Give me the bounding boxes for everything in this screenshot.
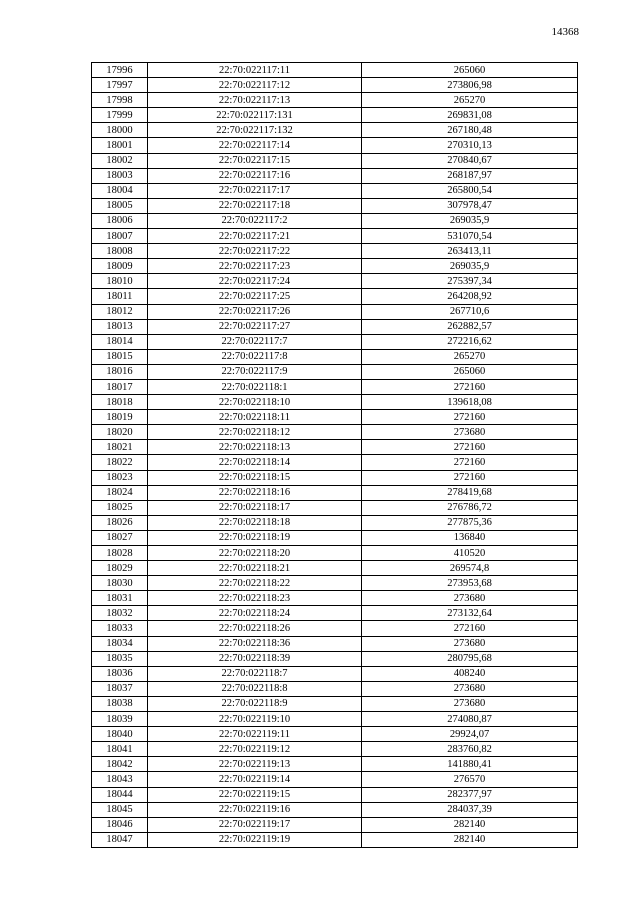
- table-row: [92, 410, 578, 425]
- value-cell: 410520: [362, 546, 578, 561]
- value-cell: 282140: [362, 832, 578, 847]
- table-row: [92, 742, 578, 757]
- row-number-cell: 18015: [92, 349, 148, 364]
- table-row: [92, 576, 578, 591]
- table-row: [92, 289, 578, 304]
- table-row: [92, 63, 578, 78]
- cadastral-number-cell: 22:70:022117:27: [148, 319, 362, 334]
- table-row: [92, 832, 578, 847]
- table-row: [92, 425, 578, 440]
- row-number-cell: 18004: [92, 183, 148, 198]
- row-number-cell: 18046: [92, 817, 148, 832]
- table-row: [92, 379, 578, 394]
- value-cell: 269035,9: [362, 259, 578, 274]
- value-cell: 265060: [362, 63, 578, 78]
- row-number-cell: 18013: [92, 319, 148, 334]
- cadastral-number-cell: 22:70:022118:39: [148, 651, 362, 666]
- cadastral-number-cell: 22:70:022117:7: [148, 334, 362, 349]
- table-row: [92, 78, 578, 93]
- value-cell: 139618,08: [362, 395, 578, 410]
- value-cell: 273680: [362, 425, 578, 440]
- row-number-cell: 18037: [92, 681, 148, 696]
- table-row: [92, 470, 578, 485]
- row-number-cell: 18036: [92, 666, 148, 681]
- value-cell: 284037,39: [362, 802, 578, 817]
- cadastral-number-cell: 22:70:022117:2: [148, 213, 362, 228]
- table-row: [92, 485, 578, 500]
- row-number-cell: 18021: [92, 440, 148, 455]
- cadastral-number-cell: 22:70:022118:8: [148, 681, 362, 696]
- value-cell: 273806,98: [362, 78, 578, 93]
- cadastral-number-cell: 22:70:022118:1: [148, 379, 362, 394]
- cadastral-number-cell: 22:70:022117:131: [148, 108, 362, 123]
- cadastral-number-cell: 22:70:022119:14: [148, 772, 362, 787]
- table-row: [92, 334, 578, 349]
- row-number-cell: 18017: [92, 379, 148, 394]
- table-row: [92, 455, 578, 470]
- table-row: [92, 274, 578, 289]
- row-number-cell: 18018: [92, 395, 148, 410]
- table-row: [92, 591, 578, 606]
- row-number-cell: 18029: [92, 561, 148, 576]
- cadastral-value-table: [91, 62, 578, 848]
- row-number-cell: 18022: [92, 455, 148, 470]
- cadastral-number-cell: 22:70:022118:11: [148, 410, 362, 425]
- cadastral-number-cell: 22:70:022118:15: [148, 470, 362, 485]
- row-number-cell: 18019: [92, 410, 148, 425]
- row-number-cell: 18009: [92, 259, 148, 274]
- row-number-cell: 18035: [92, 651, 148, 666]
- cadastral-number-cell: 22:70:022118:16: [148, 485, 362, 500]
- cadastral-number-cell: 22:70:022118:36: [148, 636, 362, 651]
- table-row: [92, 183, 578, 198]
- table-row: [92, 500, 578, 515]
- row-number-cell: 18002: [92, 153, 148, 168]
- cadastral-number-cell: 22:70:022117:15: [148, 153, 362, 168]
- row-number-cell: 18044: [92, 787, 148, 802]
- cadastral-number-cell: 22:70:022118:26: [148, 621, 362, 636]
- cadastral-number-cell: 22:70:022117:23: [148, 259, 362, 274]
- row-number-cell: 18025: [92, 500, 148, 515]
- cadastral-number-cell: 22:70:022119:15: [148, 787, 362, 802]
- table-row: [92, 259, 578, 274]
- row-number-cell: 18030: [92, 576, 148, 591]
- value-cell: 267180,48: [362, 123, 578, 138]
- table-row: [92, 153, 578, 168]
- table-row: [92, 349, 578, 364]
- cadastral-number-cell: 22:70:022117:16: [148, 168, 362, 183]
- cadastral-number-cell: 22:70:022119:13: [148, 757, 362, 772]
- cadastral-number-cell: 22:70:022117:24: [148, 274, 362, 289]
- value-cell: 274080,87: [362, 712, 578, 727]
- row-number-cell: 18020: [92, 425, 148, 440]
- table-row: [92, 727, 578, 742]
- row-number-cell: 18042: [92, 757, 148, 772]
- row-number-cell: 18005: [92, 198, 148, 213]
- row-number-cell: 18012: [92, 304, 148, 319]
- table-body: [92, 63, 578, 848]
- value-cell: 273680: [362, 696, 578, 711]
- cadastral-number-cell: 22:70:022117:26: [148, 304, 362, 319]
- cadastral-number-cell: 22:70:022119:12: [148, 742, 362, 757]
- table-row: [92, 681, 578, 696]
- table-row: [92, 123, 578, 138]
- row-number-cell: 17997: [92, 78, 148, 93]
- table-row: [92, 546, 578, 561]
- table-row: [92, 666, 578, 681]
- cadastral-number-cell: 22:70:022118:12: [148, 425, 362, 440]
- cadastral-number-cell: 22:70:022119:11: [148, 727, 362, 742]
- value-cell: 136840: [362, 530, 578, 545]
- value-cell: 265060: [362, 364, 578, 379]
- cadastral-number-cell: 22:70:022118:14: [148, 455, 362, 470]
- value-cell: 273680: [362, 591, 578, 606]
- cadastral-number-cell: 22:70:022117:21: [148, 229, 362, 244]
- value-cell: 273953,68: [362, 576, 578, 591]
- cadastral-number-cell: 22:70:022118:22: [148, 576, 362, 591]
- row-number-cell: 18006: [92, 213, 148, 228]
- cadastral-number-cell: 22:70:022117:9: [148, 364, 362, 379]
- cadastral-number-cell: 22:70:022117:14: [148, 138, 362, 153]
- value-cell: 307978,47: [362, 198, 578, 213]
- table-row: [92, 244, 578, 259]
- table-row: [92, 530, 578, 545]
- cadastral-number-cell: 22:70:022118:17: [148, 500, 362, 515]
- table-row: [92, 606, 578, 621]
- cadastral-number-cell: 22:70:022118:21: [148, 561, 362, 576]
- row-number-cell: 18008: [92, 244, 148, 259]
- table-row: [92, 772, 578, 787]
- cadastral-number-cell: 22:70:022117:17: [148, 183, 362, 198]
- table-row: [92, 319, 578, 334]
- row-number-cell: 18028: [92, 546, 148, 561]
- table-row: [92, 108, 578, 123]
- page-number: 14368: [551, 26, 579, 38]
- value-cell: 265270: [362, 349, 578, 364]
- value-cell: 263413,11: [362, 244, 578, 259]
- row-number-cell: 18024: [92, 485, 148, 500]
- row-number-cell: 18040: [92, 727, 148, 742]
- value-cell: 269035,9: [362, 213, 578, 228]
- row-number-cell: 18032: [92, 606, 148, 621]
- value-cell: 272160: [362, 379, 578, 394]
- table-row: [92, 787, 578, 802]
- value-cell: 272160: [362, 455, 578, 470]
- table-row: [92, 636, 578, 651]
- row-number-cell: 18047: [92, 832, 148, 847]
- cadastral-number-cell: 22:70:022117:18: [148, 198, 362, 213]
- cadastral-number-cell: 22:70:022117:11: [148, 63, 362, 78]
- row-number-cell: 18041: [92, 742, 148, 757]
- value-cell: 270840,67: [362, 153, 578, 168]
- value-cell: 264208,92: [362, 289, 578, 304]
- cadastral-number-cell: 22:70:022117:22: [148, 244, 362, 259]
- value-cell: 272160: [362, 621, 578, 636]
- row-number-cell: 17998: [92, 93, 148, 108]
- cadastral-number-cell: 22:70:022119:10: [148, 712, 362, 727]
- table-row: [92, 651, 578, 666]
- row-number-cell: 18007: [92, 229, 148, 244]
- row-number-cell: 18045: [92, 802, 148, 817]
- cadastral-number-cell: 22:70:022117:8: [148, 349, 362, 364]
- table-row: [92, 757, 578, 772]
- value-cell: 265800,54: [362, 183, 578, 198]
- cadastral-number-cell: 22:70:022117:132: [148, 123, 362, 138]
- value-cell: 262882,57: [362, 319, 578, 334]
- cadastral-number-cell: 22:70:022117:13: [148, 93, 362, 108]
- value-cell: 273680: [362, 636, 578, 651]
- table-row: [92, 395, 578, 410]
- value-cell: 29924,07: [362, 727, 578, 742]
- row-number-cell: 17999: [92, 108, 148, 123]
- table-row: [92, 440, 578, 455]
- cadastral-number-cell: 22:70:022117:25: [148, 289, 362, 304]
- cadastral-number-cell: 22:70:022119:17: [148, 817, 362, 832]
- value-cell: 265270: [362, 93, 578, 108]
- row-number-cell: 18011: [92, 289, 148, 304]
- value-cell: 283760,82: [362, 742, 578, 757]
- value-cell: 141880,41: [362, 757, 578, 772]
- table-row: [92, 138, 578, 153]
- value-cell: 276786,72: [362, 500, 578, 515]
- cadastral-number-cell: 22:70:022118:19: [148, 530, 362, 545]
- table-row: [92, 712, 578, 727]
- value-cell: 408240: [362, 666, 578, 681]
- row-number-cell: 18031: [92, 591, 148, 606]
- value-cell: 268187,97: [362, 168, 578, 183]
- table-row: [92, 304, 578, 319]
- row-number-cell: 18016: [92, 364, 148, 379]
- value-cell: 273680: [362, 681, 578, 696]
- row-number-cell: 18023: [92, 470, 148, 485]
- row-number-cell: 18039: [92, 712, 148, 727]
- row-number-cell: 18034: [92, 636, 148, 651]
- row-number-cell: 18014: [92, 334, 148, 349]
- cadastral-number-cell: 22:70:022118:7: [148, 666, 362, 681]
- table-row: [92, 168, 578, 183]
- table-row: [92, 561, 578, 576]
- row-number-cell: 18038: [92, 696, 148, 711]
- value-cell: 277875,36: [362, 515, 578, 530]
- value-cell: 276570: [362, 772, 578, 787]
- value-cell: 282377,97: [362, 787, 578, 802]
- value-cell: 267710,6: [362, 304, 578, 319]
- table-row: [92, 817, 578, 832]
- row-number-cell: 18003: [92, 168, 148, 183]
- value-cell: 272160: [362, 470, 578, 485]
- cadastral-number-cell: 22:70:022119:16: [148, 802, 362, 817]
- cadastral-number-cell: 22:70:022119:19: [148, 832, 362, 847]
- row-number-cell: 18026: [92, 515, 148, 530]
- cadastral-number-cell: 22:70:022118:18: [148, 515, 362, 530]
- row-number-cell: 18027: [92, 530, 148, 545]
- cadastral-number-cell: 22:70:022117:12: [148, 78, 362, 93]
- table-row: [92, 198, 578, 213]
- value-cell: 272216,62: [362, 334, 578, 349]
- cadastral-number-cell: 22:70:022118:10: [148, 395, 362, 410]
- value-cell: 269574,8: [362, 561, 578, 576]
- value-cell: 275397,34: [362, 274, 578, 289]
- row-number-cell: 18000: [92, 123, 148, 138]
- row-number-cell: 18043: [92, 772, 148, 787]
- table-row: [92, 213, 578, 228]
- table-row: [92, 621, 578, 636]
- row-number-cell: 18001: [92, 138, 148, 153]
- value-cell: 273132,64: [362, 606, 578, 621]
- row-number-cell: 18033: [92, 621, 148, 636]
- value-cell: 272160: [362, 440, 578, 455]
- table-row: [92, 93, 578, 108]
- cadastral-number-cell: 22:70:022118:23: [148, 591, 362, 606]
- table-row: [92, 802, 578, 817]
- cadastral-number-cell: 22:70:022118:20: [148, 546, 362, 561]
- cadastral-number-cell: 22:70:022118:13: [148, 440, 362, 455]
- table-row: [92, 696, 578, 711]
- value-cell: 280795,68: [362, 651, 578, 666]
- value-cell: 272160: [362, 410, 578, 425]
- table-row: [92, 229, 578, 244]
- row-number-cell: 17996: [92, 63, 148, 78]
- value-cell: 270310,13: [362, 138, 578, 153]
- cadastral-number-cell: 22:70:022118:9: [148, 696, 362, 711]
- table-row: [92, 364, 578, 379]
- value-cell: 278419,68: [362, 485, 578, 500]
- value-cell: 269831,08: [362, 108, 578, 123]
- value-cell: 531070,54: [362, 229, 578, 244]
- table-row: [92, 515, 578, 530]
- row-number-cell: 18010: [92, 274, 148, 289]
- value-cell: 282140: [362, 817, 578, 832]
- cadastral-number-cell: 22:70:022118:24: [148, 606, 362, 621]
